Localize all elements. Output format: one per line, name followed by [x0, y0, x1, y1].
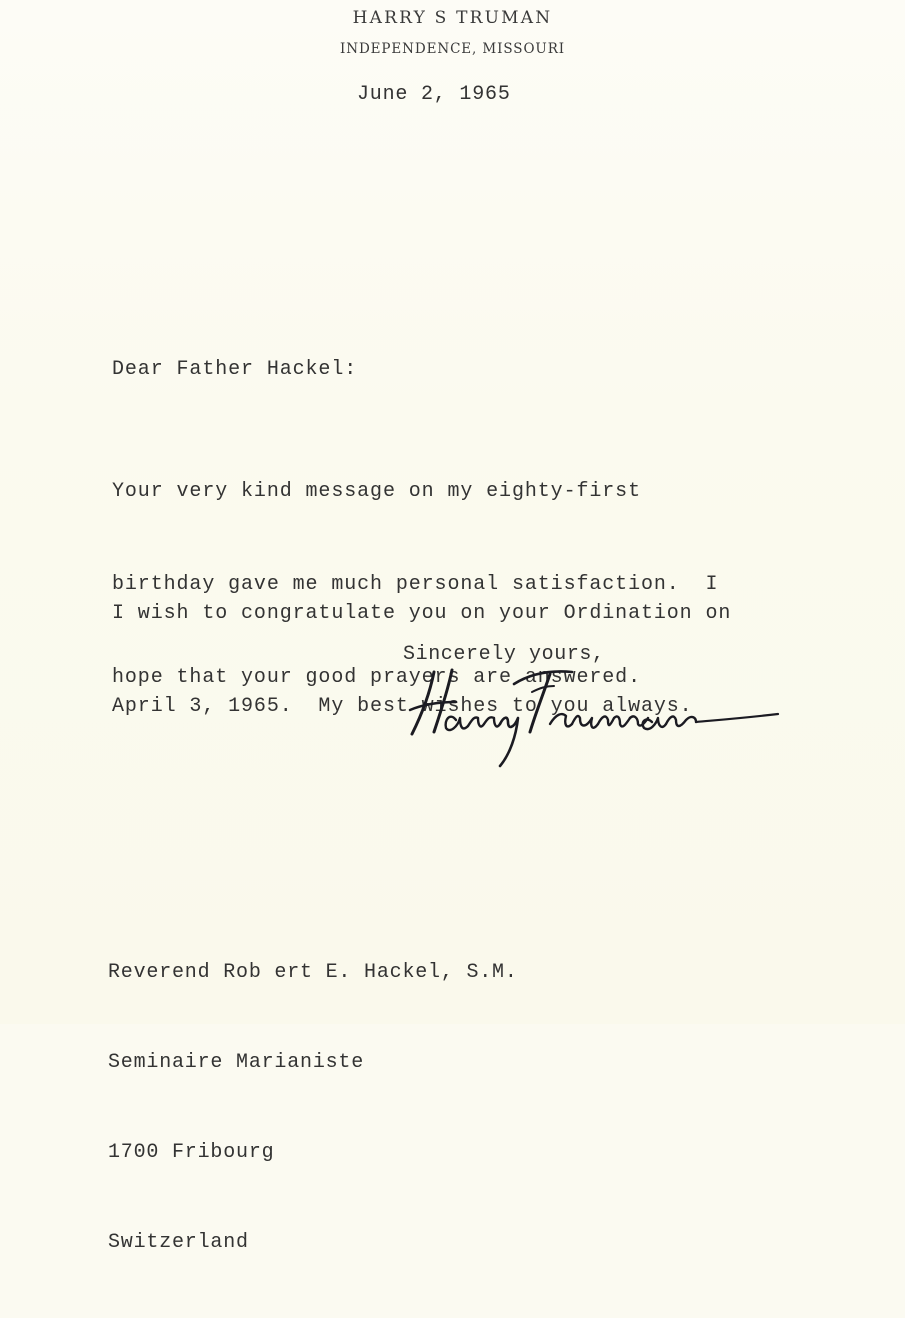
- address-line: Reverend Rob ert E. Hackel, S.M.: [108, 961, 518, 984]
- letterhead-place: INDEPENDENCE, MISSOURI: [340, 41, 565, 57]
- paragraph-line: Your very kind message on my eighty-first: [112, 480, 641, 503]
- letterhead-name: HARRY S TRUMAN: [352, 8, 553, 28]
- paragraph-line: April 3, 1965. My best wishes to you always.: [112, 695, 693, 718]
- handwritten-signature-icon: [400, 662, 790, 772]
- closing: Sincerely yours,: [403, 643, 605, 666]
- paragraph-line: hope that your good prayers are answered.: [112, 666, 641, 689]
- paragraph-line: I wish to congratulate you on your Ordination on: [112, 602, 732, 625]
- address-line: Seminaire Marianiste: [108, 1051, 365, 1074]
- letter-date: June 2, 1965: [357, 83, 511, 106]
- recipient-address: [108, 898, 518, 1318]
- address-line: 1700 Fribourg: [108, 1141, 275, 1164]
- paragraph-line: birthday gave me much personal satisfaction. I: [112, 573, 719, 596]
- address-line: Switzerland: [108, 1231, 249, 1254]
- salutation: Dear Father Hackel:: [112, 358, 358, 381]
